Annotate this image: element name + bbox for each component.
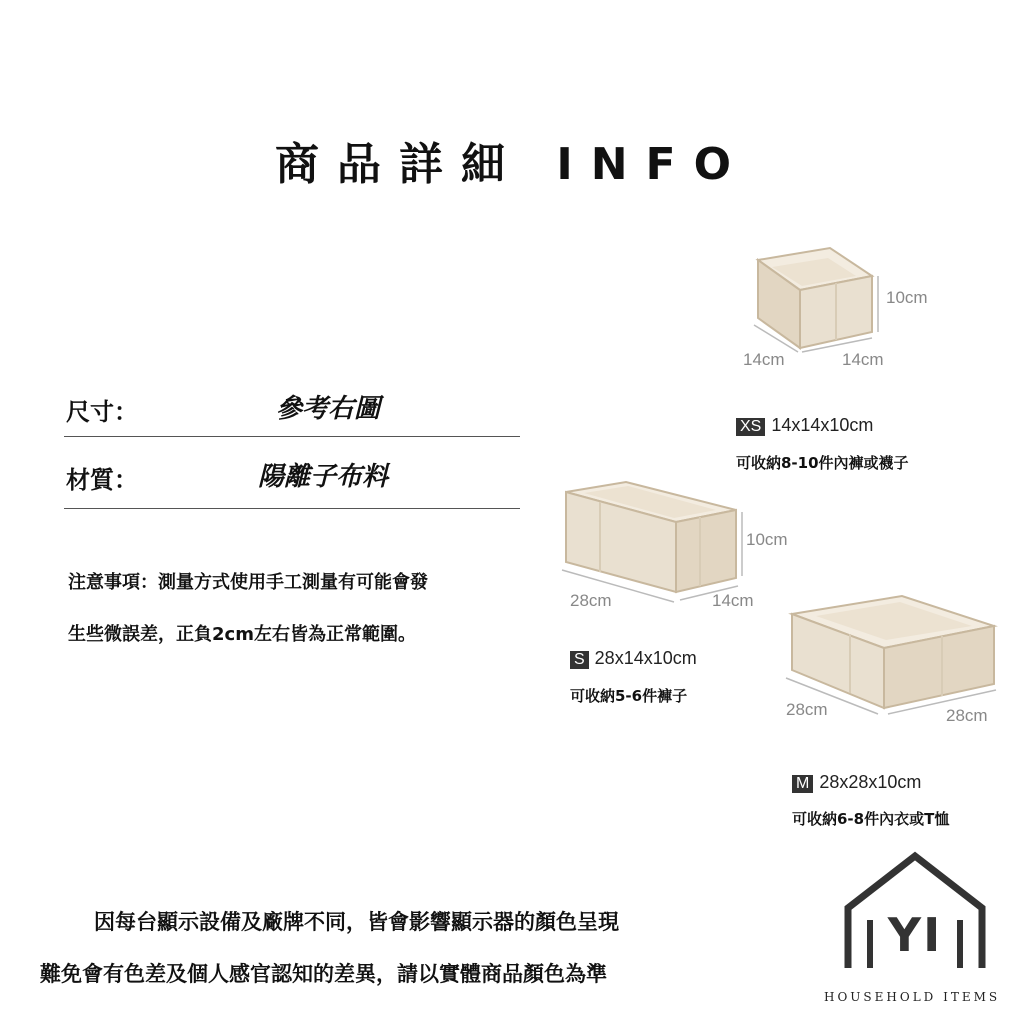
size-badge: S (570, 651, 589, 669)
m-box-image (792, 596, 994, 708)
xs-width-label: 14cm (842, 350, 884, 369)
brand-logo (840, 850, 990, 975)
s-height-label: 10cm (746, 530, 788, 549)
m-capacity: 可收納6-8件內衣或T恤 (792, 810, 950, 828)
spec-value-material: 陽離子布料 (258, 462, 389, 492)
xs-length-label: 14cm (743, 350, 785, 369)
m-length-label: 28cm (786, 700, 828, 719)
divider (64, 436, 520, 437)
size-dimensions: 14x14x10cm (771, 415, 874, 435)
size-badge: M (792, 775, 813, 793)
m-size-row (792, 772, 921, 793)
spec-value-size: 參考右圖 (276, 394, 381, 424)
size-badge: XS (736, 418, 765, 436)
logo-text: HOUSEHOLD ITEMS (824, 990, 1001, 1004)
disclaimer-line: 難免會有色差及個人感官認知的差異，請以實體商品顏色為準 (40, 962, 607, 986)
s-box-image (566, 482, 736, 592)
s-length-label: 28cm (570, 591, 612, 610)
spec-label-material: 材質： (66, 466, 138, 494)
xs-capacity: 可收納8-10件內褲或襪子 (736, 454, 909, 472)
page-title: 商品詳細 INFO (275, 139, 749, 190)
divider (64, 508, 520, 509)
note-line: 生些微誤差，正負2cm左右皆為正常範圍。 (68, 624, 416, 645)
xs-height-label: 10cm (886, 288, 928, 307)
spec-label-size: 尺寸： (66, 398, 138, 426)
xs-box-image (758, 248, 872, 348)
s-capacity: 可收納5-6件褲子 (570, 687, 688, 705)
size-dimensions: 28x14x10cm (594, 648, 697, 668)
m-width-label: 28cm (946, 706, 988, 725)
logo-mark: YI (887, 908, 943, 962)
note-line: 注意事項：測量方式使用手工測量有可能會發 (68, 572, 428, 593)
s-size-row (570, 648, 697, 669)
size-dimensions: 28x28x10cm (819, 772, 922, 792)
disclaimer-line: 因每台顯示設備及廠牌不同，皆會影響顯示器的顏色呈現 (94, 910, 619, 934)
s-width-label: 14cm (712, 591, 754, 610)
xs-size-row (736, 415, 873, 436)
